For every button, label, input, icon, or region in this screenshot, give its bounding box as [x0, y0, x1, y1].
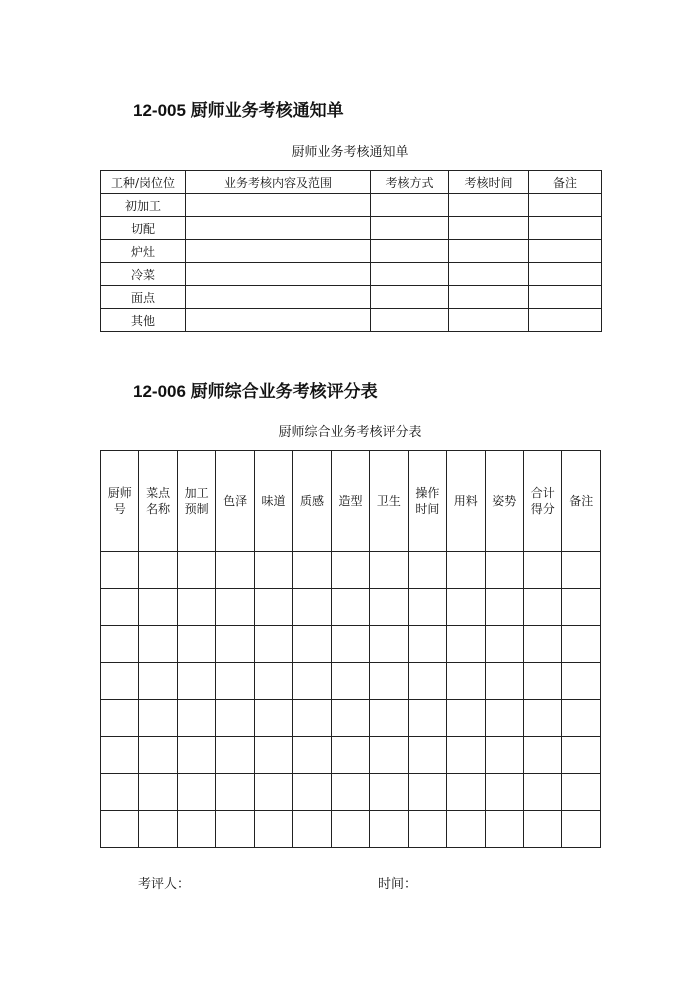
empty-cell [177, 737, 215, 774]
empty-cell [408, 589, 446, 626]
empty-cell [293, 811, 331, 848]
empty-cell [529, 194, 602, 217]
job-type-cell: 切配 [101, 217, 186, 240]
notice-table [100, 170, 602, 332]
column-header [370, 451, 408, 552]
table-row [101, 309, 602, 332]
table-row [101, 552, 601, 589]
empty-cell [216, 700, 254, 737]
empty-cell [485, 663, 523, 700]
empty-cell [254, 811, 292, 848]
empty-cell [447, 626, 485, 663]
empty-cell [562, 552, 601, 589]
empty-cell [447, 737, 485, 774]
empty-cell [177, 552, 215, 589]
empty-cell [254, 552, 292, 589]
empty-cell [523, 737, 561, 774]
column-header: 业务考核内容及范围 [186, 171, 371, 194]
table-row [101, 217, 602, 240]
empty-cell [216, 811, 254, 848]
empty-cell [485, 700, 523, 737]
table-row [101, 263, 602, 286]
empty-cell [139, 663, 177, 700]
empty-cell [370, 626, 408, 663]
column-header-line: 得分 [530, 502, 555, 516]
empty-cell [371, 309, 449, 332]
empty-cell [408, 737, 446, 774]
empty-cell [293, 663, 331, 700]
empty-cell [101, 811, 139, 848]
empty-cell [177, 589, 215, 626]
empty-cell [331, 700, 369, 737]
empty-cell [101, 700, 139, 737]
empty-cell [529, 217, 602, 240]
job-type-cell: 其他 [101, 309, 186, 332]
empty-cell [177, 663, 215, 700]
column-header-line: 造型 [338, 494, 363, 508]
empty-cell [523, 626, 561, 663]
score-table [100, 450, 601, 848]
column-header-line: 加工 [184, 486, 209, 500]
section1-heading: 12-005 厨师业务考核通知单 [133, 101, 344, 120]
empty-cell [216, 663, 254, 700]
empty-cell [449, 286, 529, 309]
column-header-line: 用料 [453, 494, 478, 508]
column-header-line: 操作 [415, 486, 440, 500]
table-row [101, 194, 602, 217]
score-table-title: 厨师综合业务考核评分表 [278, 425, 422, 440]
column-header [408, 451, 446, 552]
empty-cell [254, 774, 292, 811]
empty-cell [293, 626, 331, 663]
time-label: 时间： [378, 877, 418, 892]
table-row [101, 286, 602, 309]
empty-cell [331, 663, 369, 700]
column-header [485, 451, 523, 552]
empty-cell [293, 700, 331, 737]
job-type-cell: 初加工 [101, 194, 186, 217]
empty-cell [177, 626, 215, 663]
empty-cell [370, 774, 408, 811]
empty-cell [101, 589, 139, 626]
empty-cell [449, 240, 529, 263]
table-row [101, 663, 601, 700]
empty-cell [485, 589, 523, 626]
score-table-header-row [101, 451, 601, 552]
empty-cell [186, 286, 371, 309]
empty-cell [139, 626, 177, 663]
column-header [254, 451, 292, 552]
table-row [101, 589, 601, 626]
empty-cell [370, 811, 408, 848]
empty-cell [408, 811, 446, 848]
empty-cell [186, 194, 371, 217]
table-row [101, 240, 602, 263]
column-header-line: 质感 [299, 494, 324, 508]
empty-cell [408, 552, 446, 589]
column-header-line: 合计 [530, 486, 555, 500]
empty-cell [139, 774, 177, 811]
column-header [216, 451, 254, 552]
empty-cell [447, 552, 485, 589]
empty-cell [293, 589, 331, 626]
table-row [101, 626, 601, 663]
empty-cell [293, 737, 331, 774]
empty-cell [485, 552, 523, 589]
empty-cell [408, 663, 446, 700]
empty-cell [216, 589, 254, 626]
empty-cell [447, 663, 485, 700]
column-header: 考核方式 [371, 171, 449, 194]
empty-cell [370, 552, 408, 589]
job-type-cell: 炉灶 [101, 240, 186, 263]
evaluator-label: 考评人： [138, 877, 191, 892]
empty-cell [139, 700, 177, 737]
empty-cell [562, 811, 601, 848]
empty-cell [177, 700, 215, 737]
empty-cell [186, 263, 371, 286]
empty-cell [186, 240, 371, 263]
column-header [447, 451, 485, 552]
empty-cell [370, 589, 408, 626]
empty-cell [447, 811, 485, 848]
empty-cell [562, 737, 601, 774]
empty-cell [408, 700, 446, 737]
empty-cell [562, 774, 601, 811]
column-header-line: 备注 [569, 494, 594, 508]
empty-cell [331, 774, 369, 811]
empty-cell [371, 194, 449, 217]
table-row [101, 737, 601, 774]
empty-cell [408, 774, 446, 811]
notice-table-title: 厨师业务考核通知单 [291, 145, 409, 160]
column-header [523, 451, 561, 552]
empty-cell [254, 589, 292, 626]
job-type-cell: 冷菜 [101, 263, 186, 286]
empty-cell [139, 737, 177, 774]
empty-cell [139, 589, 177, 626]
empty-cell [370, 700, 408, 737]
empty-cell [370, 663, 408, 700]
empty-cell [101, 663, 139, 700]
empty-cell [139, 552, 177, 589]
empty-cell [216, 774, 254, 811]
empty-cell [447, 700, 485, 737]
empty-cell [216, 552, 254, 589]
empty-cell [523, 552, 561, 589]
empty-cell [447, 774, 485, 811]
empty-cell [562, 663, 601, 700]
empty-cell [485, 737, 523, 774]
empty-cell [293, 774, 331, 811]
empty-cell [101, 626, 139, 663]
empty-cell [101, 737, 139, 774]
column-header-line: 味道 [261, 494, 286, 508]
empty-cell [371, 240, 449, 263]
table-row [101, 774, 601, 811]
empty-cell [523, 589, 561, 626]
empty-cell [293, 552, 331, 589]
column-header-line: 时间 [415, 502, 440, 516]
job-type-cell: 面点 [101, 286, 186, 309]
empty-cell [523, 700, 561, 737]
column-header: 备注 [529, 171, 602, 194]
column-header [177, 451, 215, 552]
empty-cell [449, 263, 529, 286]
empty-cell [408, 626, 446, 663]
empty-cell [485, 626, 523, 663]
empty-cell [529, 263, 602, 286]
empty-cell [331, 626, 369, 663]
table-row [101, 700, 601, 737]
empty-cell [139, 811, 177, 848]
empty-cell [331, 589, 369, 626]
column-header [562, 451, 601, 552]
column-header-line: 菜点 [146, 486, 171, 500]
column-header: 工种/岗位位 [101, 171, 186, 194]
empty-cell [447, 589, 485, 626]
empty-cell [254, 737, 292, 774]
column-header-line: 厨师 [107, 486, 132, 500]
empty-cell [254, 663, 292, 700]
column-header-line: 预制 [184, 502, 209, 516]
empty-cell [177, 811, 215, 848]
empty-cell [177, 774, 215, 811]
empty-cell [485, 811, 523, 848]
empty-cell [101, 552, 139, 589]
empty-cell [254, 626, 292, 663]
empty-cell [370, 737, 408, 774]
empty-cell [254, 700, 292, 737]
column-header-line: 色泽 [223, 494, 248, 508]
column-header [293, 451, 331, 552]
empty-cell [523, 774, 561, 811]
section2-heading: 12-006 厨师综合业务考核评分表 [133, 382, 378, 401]
empty-cell [101, 774, 139, 811]
column-header: 考核时间 [449, 171, 529, 194]
empty-cell [331, 552, 369, 589]
empty-cell [449, 217, 529, 240]
notice-table-header-row [101, 171, 602, 194]
empty-cell [371, 263, 449, 286]
empty-cell [216, 737, 254, 774]
empty-cell [186, 309, 371, 332]
empty-cell [562, 589, 601, 626]
column-header-line: 名称 [146, 502, 171, 516]
empty-cell [485, 774, 523, 811]
column-header-line: 姿势 [492, 494, 517, 508]
empty-cell [562, 626, 601, 663]
empty-cell [331, 811, 369, 848]
column-header [139, 451, 177, 552]
empty-cell [371, 286, 449, 309]
table-row [101, 811, 601, 848]
column-header [331, 451, 369, 552]
empty-cell [523, 663, 561, 700]
column-header-line: 号 [113, 502, 126, 516]
empty-cell [371, 217, 449, 240]
empty-cell [523, 811, 561, 848]
column-header-line: 卫生 [376, 494, 401, 508]
column-header [101, 451, 139, 552]
empty-cell [562, 700, 601, 737]
empty-cell [216, 626, 254, 663]
empty-cell [331, 737, 369, 774]
empty-cell [529, 309, 602, 332]
empty-cell [529, 286, 602, 309]
empty-cell [449, 194, 529, 217]
empty-cell [186, 217, 371, 240]
empty-cell [449, 309, 529, 332]
empty-cell [529, 240, 602, 263]
